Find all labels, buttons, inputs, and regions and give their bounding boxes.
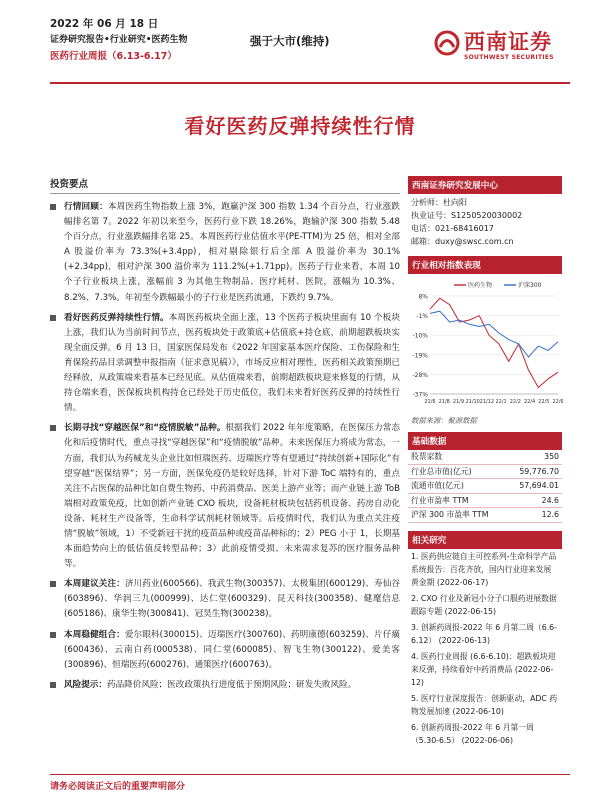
- chart-x-tick-label: 21/10: [465, 399, 480, 405]
- chart-y-tick-label: -10%: [412, 332, 428, 340]
- chart-svg: [408, 274, 562, 414]
- analyst-name: 分析师：杜向阳: [411, 198, 467, 207]
- bullet-square-icon: [50, 315, 56, 321]
- related-research-item[interactable]: 6. 创新药周报-2022 年 6 月第一周（5.30-6.5） (2022-06-06): [411, 722, 534, 745]
- related-research-list: [408, 549, 562, 749]
- bullet-square-icon: [50, 682, 56, 688]
- chart-y-tick-label: 8%: [418, 293, 428, 301]
- chart-y-tick-label: -19%: [412, 352, 428, 360]
- footer-disclaimer: 请务必阅读正文后的重要声明部分: [50, 782, 186, 792]
- chart-series-line: [430, 311, 558, 357]
- research-center-title: 西南证券研究发展中心: [408, 176, 562, 194]
- chart-y-tick-label: -28%: [412, 371, 428, 379]
- analyst-info: [408, 194, 562, 250]
- summary-paragraph: [50, 628, 400, 673]
- basic-data-label: 流通市值(亿元): [408, 479, 508, 494]
- related-research-item[interactable]: 3. 创新药周报-2022 年 6 月第二周（6.6-6.12） (2022-06-13): [411, 622, 557, 645]
- report-series: 医药行业周报（6.13-6.17）: [50, 51, 177, 62]
- chart-legend-label: 沪深300: [518, 282, 542, 289]
- paragraph-lead: 行情回顾：: [64, 202, 108, 212]
- basic-data-row: [408, 450, 562, 464]
- chart-y-tick-label: -1%: [416, 313, 428, 321]
- chart-source: 数据来源：聚源数据: [411, 416, 477, 425]
- basic-data-value: 350: [508, 450, 563, 464]
- chart-x-tick-label: 22/4: [523, 399, 536, 405]
- related-research-item[interactable]: 5. 医疗行业深度报告：创新驱动，ADC 药物发展加速 (2022-06-10): [411, 693, 558, 716]
- basic-data-row: [408, 493, 562, 508]
- bullet-square-icon: [50, 581, 56, 587]
- basic-data-label: 沪深 300 市盈率 TTM: [408, 508, 508, 523]
- summary-section: [50, 176, 400, 698]
- paragraph-text: 根据我们 2022 年年度策略，在医保压力常态化和后疫情时代，重点寻找“穿越医保”和“疫情脱敏”品种。未来医保压力将成为常态，一方面，我们认为药械龙头企业比如恒瑞医药、迈瑞医疗等有望通过“持续创新+国际化”有望穿越“医保结界”；另一方面，医保免疫仍是较好选择，针对下游 ToC 端特有的，重点关注不占医保的品种比如自费生物药、中药消费品、医美上游产业等；而产业链上游 ToB 端相对政策免疫，比如创新产业链 CXO 板块，设备耗材板块包括药机设备、药房自动化设备、耗材生产设备等，生命科学试剂耗材领域等。后疫情时代，我们认为重点关注疫情“脱敏”领域，1）不受新冠干扰的疫苗品种或疫苗品种标的；2）PEG 小于 1，长期基本面趋势向上的低估值反转型品种；3）此前疫情受损、未来需求复苏的医疗服务品种等。: [64, 423, 401, 570]
- basic-data-row: [408, 508, 562, 523]
- paragraph-text: 济川药业(600566)、我武生物(300357)、太极集团(600129)、寿仙谷(603896)、华润三九(000999)、达仁堂(600329)、昆天科技(300358)、健麾信息(605186)、康华生物(300841)、冠昊生物(300238)。: [64, 579, 400, 620]
- header-divider: [50, 82, 570, 84]
- rating: 强于大市(维持): [250, 34, 330, 48]
- summary-paragraph: [50, 577, 400, 622]
- basic-data-table: [408, 450, 562, 523]
- summary-heading: 投资要点: [50, 176, 400, 194]
- summary-paragraphs: [50, 200, 400, 693]
- paragraph-text: 爱尔眼科(300015)、迈瑞医疗(300760)、药明康德(603259)、片仔癀(600436)、云南白药(000538)、同仁堂(600085)、智飞生物(300122)、爱美客(300896)、恒瑞医药(600276)、通策医疗(600763)。: [64, 629, 400, 670]
- basic-data-value: 12.6: [508, 508, 563, 523]
- basic-data-label: 行业市盈率 TTM: [408, 493, 508, 508]
- analyst-license: 执业证号：S1250520030002: [411, 211, 523, 220]
- report-date: 2022 年 06 月 18 日: [50, 18, 159, 30]
- chart-x-tick-label: 22/6: [552, 399, 564, 405]
- report-type: 证券研究报告•行业研究•医药生物: [50, 35, 188, 45]
- analyst-email[interactable]: 邮箱：duxy@swsc.com.cn: [411, 237, 514, 246]
- paragraph-lead: 本周稳健组合：: [64, 629, 125, 640]
- related-research-item[interactable]: 1. 医药供应链自主可控系列-生命科学产品系统报告：百花齐放，国内行业迎来发展黄金期 (2022-06-17): [411, 551, 557, 587]
- basic-data-title: 基础数据: [408, 432, 562, 450]
- page-title: 看好医药反弹持续性行情: [184, 114, 416, 138]
- summary-paragraph: [50, 678, 400, 693]
- company-logo: [434, 26, 594, 70]
- chart-x-tick-label: 22/1: [495, 399, 507, 405]
- paragraph-lead: 风险提示：: [64, 679, 107, 690]
- basic-data-value: 57,694.01: [508, 479, 563, 494]
- basic-data-row: [408, 464, 562, 479]
- paragraph-lead: 长期寻找“穿越医保”和“疫情脱敏”品种。: [64, 423, 226, 434]
- related-research-item[interactable]: 4. 医药行业周报 (6.6-6.10)：超跌板块迎来反弹，持续看好中药消费品 (2022-06-12): [411, 651, 556, 687]
- chart-x-tick-label: 21/8: [438, 399, 450, 405]
- basic-data-label: 股票家数: [408, 450, 508, 464]
- chart-x-tick-label: 21/6: [424, 399, 436, 405]
- paragraph-text: 本周医药生物指数上涨 3%，跑赢沪深 300 指数 1.34 个百分点，行业涨跌幅排名第 7。2022 年初以来至今，医药行业下跌 18.26%，跑输沪深 300 指数 5.48 个百分点，行业涨跌幅排名第 25。本周医药行业估值水平(PE-TTM)为 25 倍，相对全部 A 股溢价率为 73.3%(+3.4pp)，相对剔除银行后全部 A 股溢价率为 30.1%(+2.34pp)，相对沪深 300 溢价率为 111.2%(+1.71pp)。医药子行业来看，本周 10 个子行业板块上涨，涨幅前 3 为其他生物制品、医疗耗材、医院，涨幅为 10.3%、8.2%、7.3%。年初至今跌幅最小的子行业是医药流通，下跌约 9.7%。: [64, 202, 400, 303]
- chart-x-tick-label: 22/2: [509, 399, 521, 405]
- paragraph-lead: 看好医药反弹持续性行情。: [64, 312, 169, 323]
- chart-title: 行业相对指数表现: [408, 256, 562, 274]
- bullet-square-icon: [50, 632, 56, 638]
- summary-paragraph: [50, 421, 400, 572]
- logo-text-cn: 西南证券: [464, 29, 552, 54]
- summary-paragraph: [50, 200, 400, 306]
- basic-data-label: 行业总市值(亿元): [408, 464, 508, 479]
- chart-x-tick-label: 21/12: [479, 399, 495, 405]
- footer-divider: [50, 774, 570, 775]
- relative-index-chart: [408, 274, 562, 414]
- logo-mark-icon: [434, 30, 460, 56]
- bullet-square-icon: [50, 204, 56, 210]
- chart-x-tick-label: 22/5: [538, 399, 550, 405]
- analyst-phone: 电话：021-68416017: [411, 224, 494, 233]
- basic-data-row: [408, 479, 562, 494]
- sidebar: [408, 176, 562, 749]
- paragraph-lead: 本周建议关注：: [64, 579, 125, 590]
- logo-text-en: SOUTHWEST SECURITIES: [464, 54, 554, 61]
- basic-data-value: 59,776.70: [508, 464, 563, 479]
- chart-legend-label: 医药生物: [468, 282, 493, 289]
- chart-x-tick-label: 21/9: [452, 399, 465, 405]
- paragraph-text: 本周医药板块全面上涨，13 个医药子板块里面有 10 个板块上涨，我们认为当前时间节点，医药板块处于政策底+估值底+持仓底，前期超跌板块实现全面反弹。6 月 13 日，国家医保局发布《2022 年国家基本医疗保险、工伤保险和生育保险药品目录调整申报指南（征求意见稿）》，市场反应相对理性，医药相关政策预期已经释放，从政策端来看基本已经见底。从估值端来看，前期超跌板块迎来修复的行情，从持仓端来看，医保板块机构持仓已经处于历史低位，我们未来看好医药反弹的持续性行情。: [64, 312, 400, 414]
- related-research-title: 相关研究: [408, 531, 562, 549]
- paragraph-text: 药品降价风险；医改政策执行进度低于预期风险；研发失败风险。: [106, 679, 357, 690]
- basic-data-value: 24.6: [508, 493, 563, 508]
- chart-y-tick-label: -37%: [412, 391, 428, 399]
- bullet-square-icon: [50, 425, 56, 431]
- summary-paragraph: [50, 311, 400, 417]
- related-research-item[interactable]: 2. CXO 行业及新冠小分子口服药进展数据跟踪专题 (2022-06-15): [411, 593, 557, 616]
